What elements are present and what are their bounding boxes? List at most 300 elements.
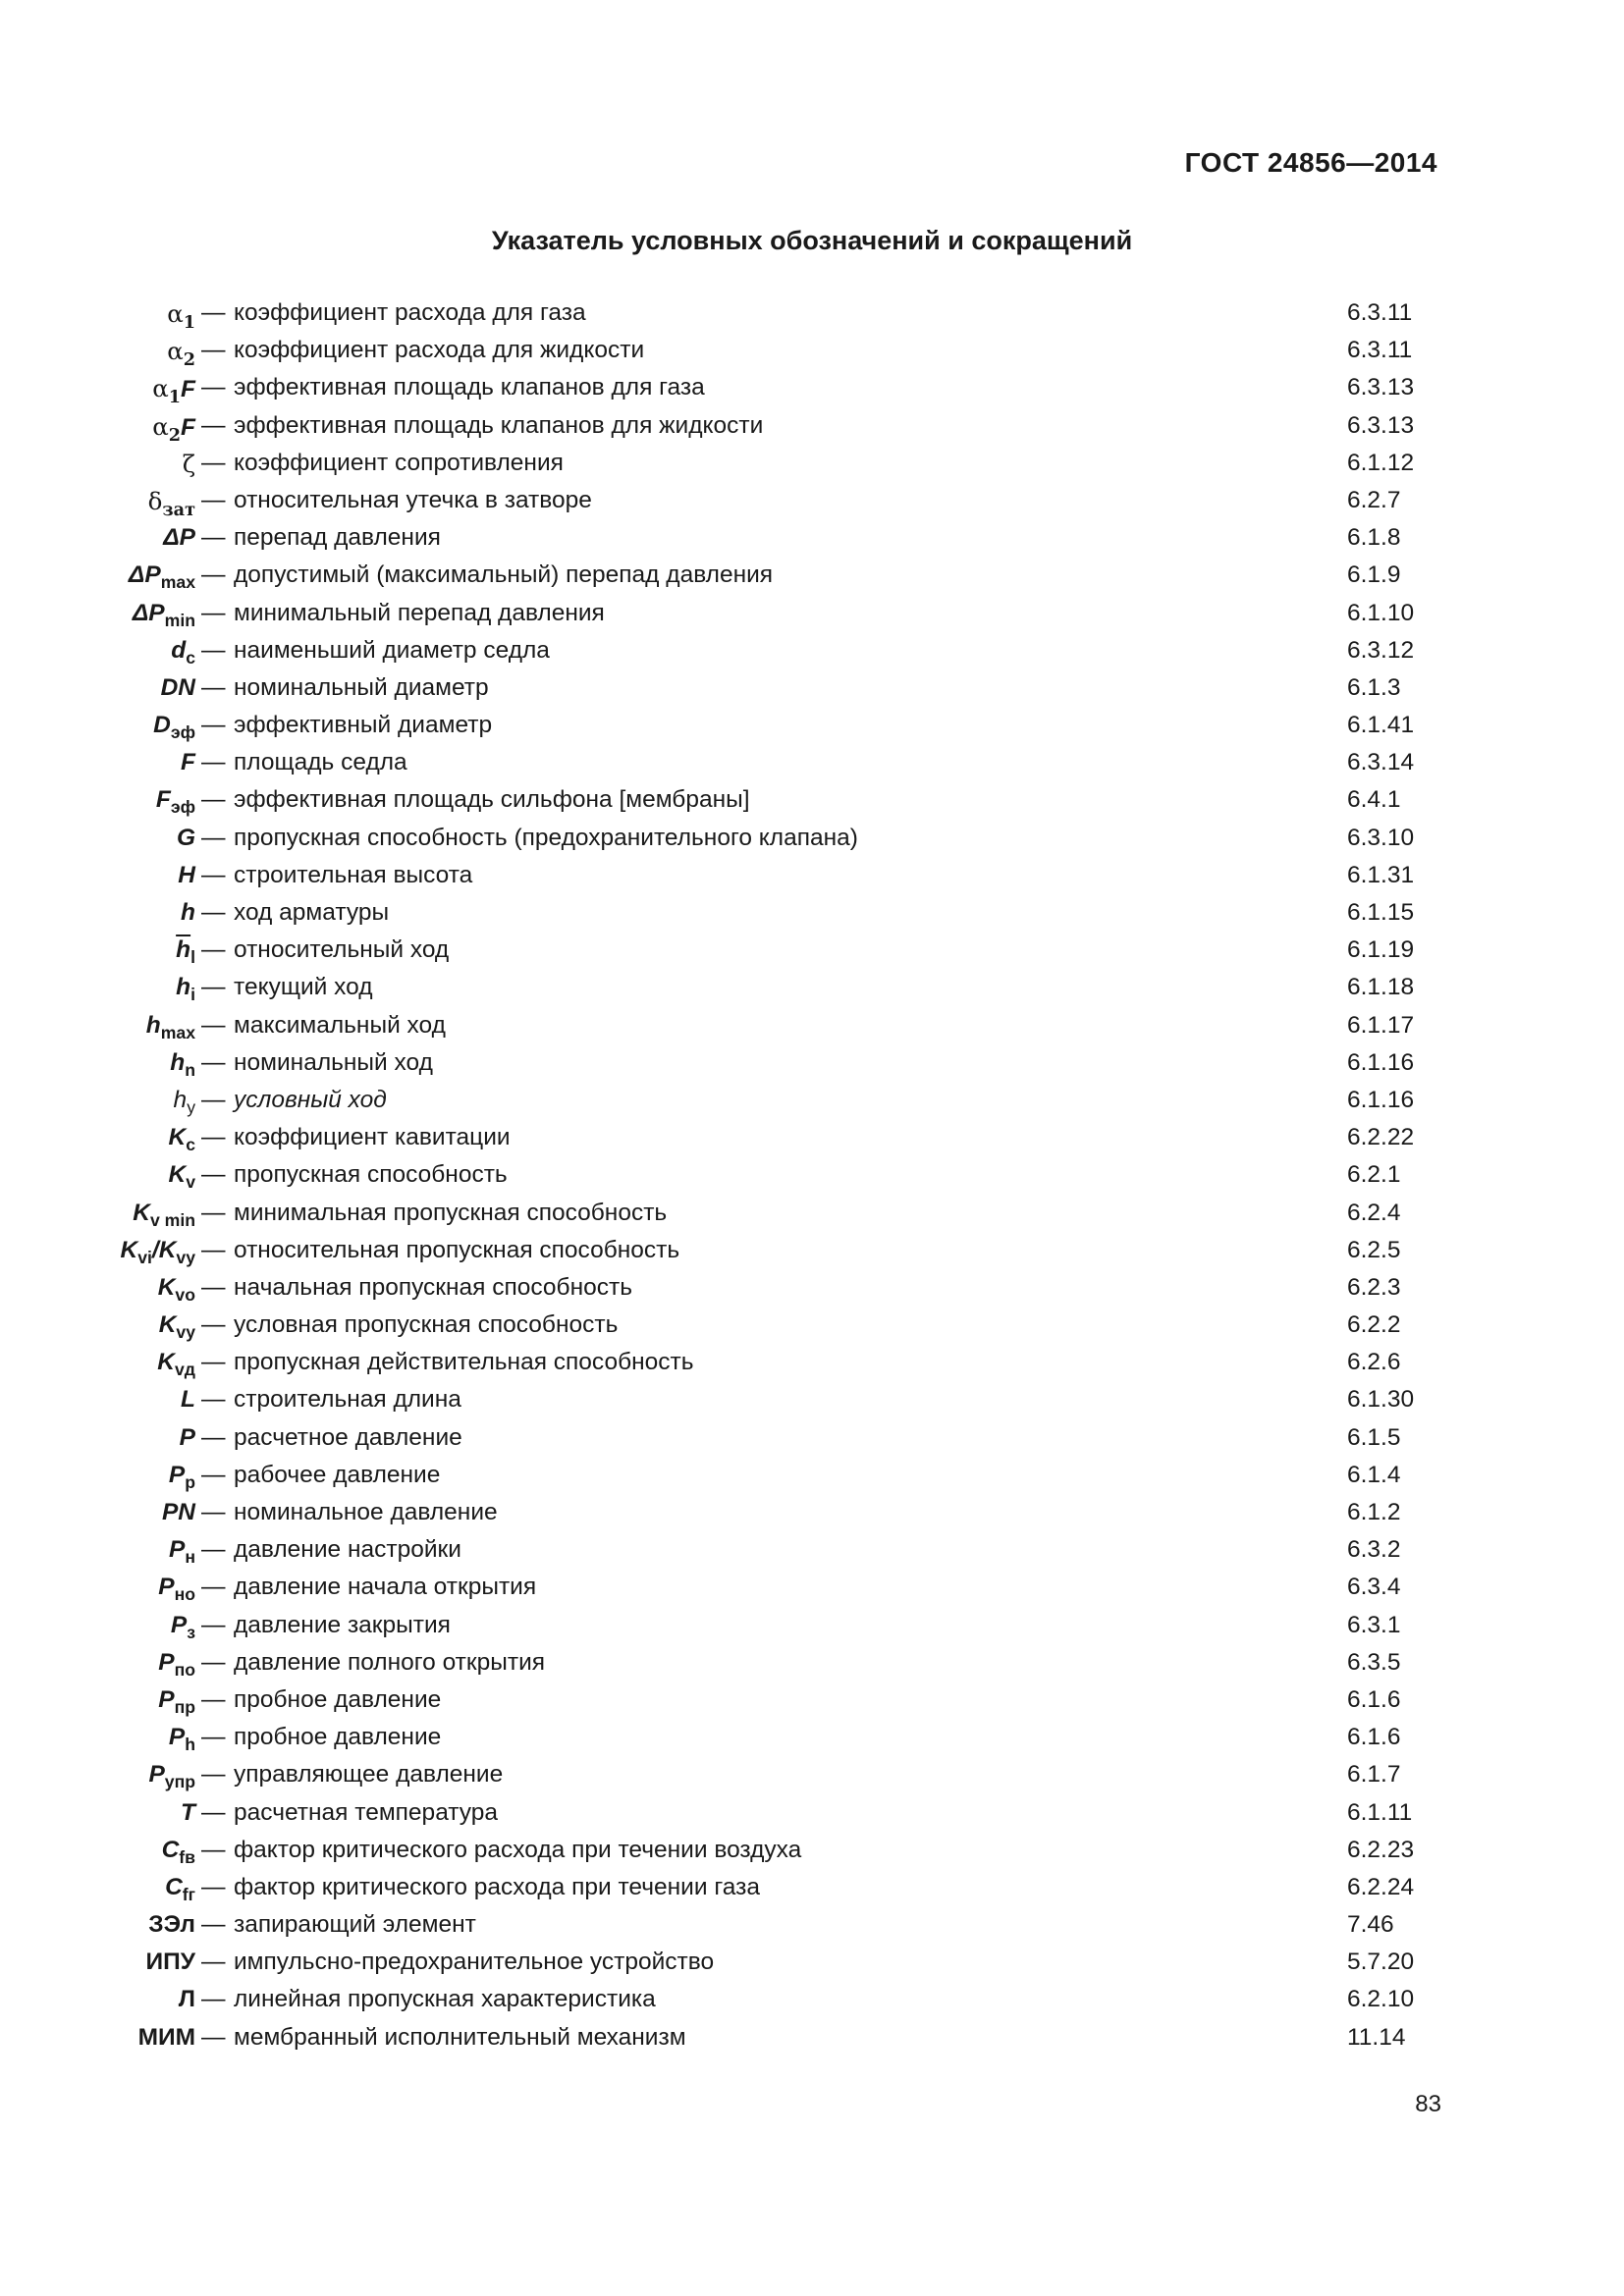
description: пробное давление (234, 1685, 442, 1713)
symbol-subscript: y (187, 1097, 195, 1118)
symbol (171, 1612, 195, 1643)
symbol (146, 1012, 195, 1043)
symbol (133, 600, 195, 631)
symbol-base: DN (160, 673, 195, 701)
index-row (0, 408, 1624, 446)
symbol-base: P (168, 1461, 186, 1488)
symbol-subscript: vy (176, 1322, 195, 1343)
description: номинальное давление (234, 1499, 498, 1525)
description: рабочее давление (234, 1461, 441, 1488)
dash-separator: — (201, 1048, 226, 1076)
index-row (0, 1870, 1624, 1907)
index-row (0, 1833, 1624, 1870)
dash-separator: — (201, 1161, 226, 1189)
section-reference: 6.3.4 (1347, 1574, 1401, 1601)
symbol-base: d (171, 636, 187, 664)
symbol-subscript: h (185, 1735, 195, 1755)
symbol (177, 825, 195, 852)
dash-separator: — (201, 974, 226, 1001)
index-row (0, 858, 1624, 895)
symbol-base: ИПУ (145, 1949, 195, 1976)
symbol-index-list (0, 295, 1624, 2057)
symbol (167, 337, 195, 370)
symbol-base: F (155, 786, 171, 814)
section-reference: 5.7.20 (1347, 1949, 1415, 1976)
section-reference: 6.1.41 (1347, 712, 1415, 739)
symbol-base: P (148, 1761, 165, 1789)
description: начальная пропускная способность (234, 1273, 632, 1301)
description: коэффициент кавитации (234, 1124, 511, 1151)
symbol-subscript: max (160, 1022, 195, 1042)
symbol-subscript: c (186, 1135, 195, 1155)
symbol-subscript: v min (149, 1209, 195, 1230)
symbol-subscript: з (187, 1622, 195, 1642)
dash-separator: — (201, 2023, 226, 2051)
dash-separator: — (201, 936, 226, 964)
symbol-subscript: эф (170, 797, 195, 818)
section-reference: 6.1.19 (1347, 936, 1415, 964)
description: допустимый (максимальный) перепад давления (234, 561, 774, 589)
section-reference: 6.1.4 (1347, 1461, 1401, 1488)
description: наименьший диаметр седла (234, 636, 550, 664)
description: эффективная площадь клапанов для газа (234, 374, 705, 401)
dash-separator: — (201, 636, 226, 664)
symbol-base: $\overline{h}$ (176, 936, 191, 964)
dash-separator: — (201, 1648, 226, 1676)
dash-separator: — (201, 1273, 226, 1301)
index-row (0, 1570, 1624, 1607)
symbol-base: T (181, 1798, 195, 1826)
index-row (0, 970, 1624, 1007)
index-row (0, 558, 1624, 595)
symbol-base: F (181, 749, 195, 776)
index-row (0, 520, 1624, 558)
symbol (169, 1536, 195, 1568)
symbol-base: K (168, 1161, 187, 1189)
symbol-subscript: 1 (183, 312, 195, 334)
index-row (0, 670, 1624, 708)
index-row (0, 1645, 1624, 1682)
document-code: ГОСТ 24856—2014 (1184, 147, 1437, 178)
section-reference: 6.3.13 (1347, 411, 1415, 439)
dash-separator: — (201, 1386, 226, 1414)
dash-separator: — (201, 899, 226, 926)
symbol (167, 299, 195, 333)
symbol-base: P (158, 1685, 175, 1713)
section-reference: 6.2.2 (1347, 1311, 1401, 1339)
dash-separator: — (201, 449, 226, 476)
index-row (0, 745, 1624, 782)
section-reference: 6.1.15 (1347, 899, 1415, 926)
index-row (0, 1608, 1624, 1645)
section-reference: 6.2.23 (1347, 1836, 1415, 1863)
symbol (180, 1424, 195, 1452)
dash-separator: — (201, 1798, 226, 1826)
section-reference: 6.1.3 (1347, 673, 1401, 701)
dash-separator: — (201, 712, 226, 739)
symbol (158, 1686, 195, 1718)
symbol (159, 1311, 195, 1343)
dash-separator: — (201, 1011, 226, 1039)
section-reference: 6.1.7 (1347, 1761, 1401, 1789)
dash-separator: — (201, 1423, 226, 1451)
description: текущий ход (234, 974, 373, 1001)
symbol-base: P (158, 1648, 175, 1676)
symbol (158, 1274, 195, 1306)
symbol-subscript: пр (174, 1697, 195, 1718)
description: перепад давления (234, 524, 441, 552)
symbol-base: K (133, 1199, 150, 1226)
index-row (0, 333, 1624, 370)
symbol-base: ΔP (132, 599, 165, 626)
dash-separator: — (201, 824, 226, 851)
index-row (0, 1382, 1624, 1419)
dash-separator: — (201, 1236, 226, 1263)
symbol-subscript: v (186, 1172, 195, 1193)
symbol-base: PN (161, 1499, 195, 1525)
index-row (0, 1270, 1624, 1308)
symbol (120, 1237, 195, 1268)
section-reference: 6.1.12 (1347, 449, 1415, 476)
index-row (0, 1458, 1624, 1495)
description: минимальная пропускная способность (234, 1199, 668, 1226)
description: условный ход (234, 1086, 387, 1113)
section-reference: 6.3.10 (1347, 824, 1415, 851)
section-reference: 6.3.2 (1347, 1536, 1401, 1564)
symbol-base: P (179, 1423, 195, 1451)
symbol-subscript: по (174, 1659, 195, 1680)
symbol-tail: /K (151, 1236, 177, 1263)
dash-separator: — (201, 1349, 226, 1376)
symbol-subscript: n (185, 1059, 195, 1080)
symbol (171, 637, 195, 668)
symbol (183, 450, 195, 478)
dash-separator: — (201, 1611, 226, 1638)
section-reference: 6.3.11 (1347, 299, 1413, 326)
symbol (157, 1349, 195, 1380)
symbol-subscript: н (185, 1547, 195, 1568)
description: строительная высота (234, 861, 473, 888)
section-reference: 6.2.5 (1347, 1236, 1401, 1263)
symbol (168, 1124, 195, 1155)
description: давление закрытия (234, 1611, 451, 1638)
section-reference: 6.3.1 (1347, 1611, 1401, 1638)
description: запирающий элемент (234, 1911, 476, 1939)
symbol-base: h (173, 1086, 188, 1113)
section-reference: 6.1.17 (1347, 1011, 1415, 1039)
section-reference: 11.14 (1347, 2023, 1406, 2051)
symbol (168, 1161, 195, 1193)
symbol-subscript: vi (137, 1247, 152, 1267)
section-reference: 6.2.4 (1347, 1199, 1401, 1226)
symbol (148, 487, 195, 520)
symbol-subscript: fг (182, 1885, 195, 1905)
description: ход арматуры (234, 899, 390, 926)
symbol (161, 674, 195, 702)
description: фактор критического расхода при течении воздуха (234, 1836, 802, 1863)
symbol-base: C (165, 1873, 183, 1900)
symbol (162, 1499, 195, 1526)
symbol-base: C (161, 1836, 180, 1863)
symbol (170, 1049, 195, 1081)
symbol-base: δ (147, 486, 163, 515)
dash-separator: — (201, 1761, 226, 1789)
symbol (129, 561, 195, 593)
section-reference: 7.46 (1347, 1911, 1394, 1939)
description: относительный ход (234, 936, 450, 964)
description: минимальный перепад давления (234, 599, 605, 626)
symbol-subscript: 2 (168, 424, 182, 446)
index-row (0, 1120, 1624, 1157)
index-row (0, 483, 1624, 520)
symbol (163, 524, 195, 552)
section-reference: 6.1.11 (1347, 1798, 1413, 1826)
symbol-base: P (170, 1611, 188, 1638)
index-row (0, 633, 1624, 670)
section-reference: 6.1.6 (1347, 1685, 1401, 1713)
symbol-base: L (181, 1386, 195, 1414)
index-row (0, 1008, 1624, 1045)
description: условная пропускная способность (234, 1311, 619, 1339)
section-reference: 6.3.14 (1347, 749, 1415, 776)
symbol-subscript: но (174, 1584, 195, 1605)
section-reference: 6.1.5 (1347, 1423, 1401, 1451)
index-row (0, 1157, 1624, 1195)
symbol (152, 374, 195, 407)
index-row (0, 782, 1624, 820)
symbol-subscript: упр (164, 1772, 195, 1792)
symbol (178, 862, 195, 889)
symbol (162, 1837, 195, 1868)
symbol-base: P (158, 1574, 175, 1601)
index-row (0, 1045, 1624, 1083)
symbol-subscript: l (190, 947, 195, 968)
symbol (133, 1200, 195, 1231)
symbol-base: K (157, 1349, 175, 1376)
dash-separator: — (201, 1873, 226, 1900)
symbol-subscript: vo (175, 1285, 195, 1306)
index-row (0, 1532, 1624, 1570)
symbol (176, 974, 195, 1005)
section-reference: 6.2.7 (1347, 486, 1401, 513)
symbol-base: K (157, 1273, 176, 1301)
symbol-base: α (152, 411, 169, 441)
description: фактор критического расхода при течении газа (234, 1873, 760, 1900)
description: эффективный диаметр (234, 712, 493, 739)
symbol (165, 1874, 195, 1905)
dash-separator: — (201, 299, 226, 326)
section-reference: 6.4.1 (1347, 786, 1401, 814)
index-row (0, 1308, 1624, 1345)
description: давление начала открытия (234, 1574, 537, 1601)
dash-separator: — (201, 374, 226, 401)
section-reference: 6.3.13 (1347, 374, 1415, 401)
symbol-tail: F (181, 413, 195, 441)
dash-separator: — (201, 337, 226, 364)
section-reference: 6.1.6 (1347, 1724, 1401, 1751)
dash-separator: — (201, 1911, 226, 1939)
description: управляющее давление (234, 1761, 504, 1789)
symbol-base: α (167, 299, 184, 328)
description: номинальный ход (234, 1048, 433, 1076)
description: пропускная способность (предохранительного клапана) (234, 824, 858, 851)
dash-separator: — (201, 786, 226, 814)
dash-separator: — (201, 1124, 226, 1151)
index-row (0, 1757, 1624, 1794)
index-row (0, 446, 1624, 483)
symbol-base: ΔP (163, 524, 195, 552)
dash-separator: — (201, 1086, 226, 1113)
index-row (0, 1682, 1624, 1720)
symbol-subscript: зат (162, 500, 195, 521)
symbol-base: ЗЭл (148, 1911, 195, 1939)
page-number: 83 (1415, 2091, 1441, 2117)
symbol-subscript: эф (170, 722, 195, 743)
section-reference: 6.1.16 (1347, 1048, 1415, 1076)
dash-separator: — (201, 1199, 226, 1226)
section-reference: 6.1.8 (1347, 524, 1401, 552)
symbol (169, 1462, 195, 1493)
section-reference: 6.2.1 (1347, 1161, 1401, 1189)
symbol (146, 1949, 195, 1976)
symbol-subscript: vд (175, 1360, 195, 1380)
symbol-base: P (168, 1724, 186, 1751)
description: коэффициент сопротивления (234, 449, 564, 476)
section-reference: 6.1.9 (1347, 561, 1401, 589)
symbol (181, 899, 195, 927)
symbol (153, 712, 195, 743)
description: давление настройки (234, 1536, 461, 1564)
section-reference: 6.1.30 (1347, 1386, 1415, 1414)
symbol-tail: F (181, 376, 195, 403)
symbol-base: МИМ (137, 2023, 195, 2051)
dash-separator: — (201, 749, 226, 776)
symbol (181, 1799, 195, 1827)
symbol-base: K (120, 1236, 138, 1263)
symbol-subscript: c (186, 647, 195, 667)
description: расчетная температура (234, 1798, 498, 1826)
symbol (148, 1761, 195, 1792)
index-row (0, 1495, 1624, 1532)
symbol-subscript: i (190, 985, 195, 1005)
index-row (0, 821, 1624, 858)
description: номинальный диаметр (234, 673, 489, 701)
index-row (0, 1945, 1624, 1982)
symbol (138, 2024, 195, 2052)
description: эффективная площадь сильфона [мембраны] (234, 786, 750, 814)
symbol (176, 936, 195, 968)
symbol (181, 749, 195, 776)
symbol-base: h (170, 1048, 186, 1076)
description: коэффициент расхода для жидкости (234, 337, 645, 364)
dash-separator: — (201, 1836, 226, 1863)
dash-separator: — (201, 561, 226, 589)
index-row (0, 708, 1624, 745)
index-row (0, 370, 1624, 407)
symbol (174, 1087, 195, 1118)
description: эффективная площадь клапанов для жидкости (234, 411, 764, 439)
dash-separator: — (201, 861, 226, 888)
description: давление полного открытия (234, 1648, 546, 1676)
dash-separator: — (201, 673, 226, 701)
symbol-base: H (178, 861, 195, 888)
index-row (0, 1196, 1624, 1233)
index-row (0, 1795, 1624, 1833)
symbol (158, 1574, 195, 1605)
index-row (0, 1083, 1624, 1120)
section-reference: 6.1.2 (1347, 1499, 1401, 1525)
page-title: Указатель условных обозначений и сокращений (491, 226, 1133, 255)
symbol-base: α (152, 374, 169, 403)
index-row (0, 295, 1624, 333)
index-row (0, 1982, 1624, 2019)
section-reference: 6.2.24 (1347, 1873, 1415, 1900)
section-reference: 6.2.10 (1347, 1986, 1415, 2013)
dash-separator: — (201, 1461, 226, 1488)
symbol-base: P (169, 1536, 186, 1564)
section-reference: 6.2.3 (1347, 1273, 1401, 1301)
symbol (169, 1724, 195, 1755)
description: пробное давление (234, 1724, 442, 1751)
index-row (0, 596, 1624, 633)
description: относительная утечка в затворе (234, 486, 592, 513)
dash-separator: — (201, 599, 226, 626)
index-row (0, 933, 1624, 970)
index-row (0, 1720, 1624, 1757)
index-row (0, 1907, 1624, 1945)
index-row (0, 1420, 1624, 1458)
symbol-base: G (176, 824, 195, 851)
symbol (181, 1386, 195, 1414)
section-reference: 6.2.22 (1347, 1124, 1415, 1151)
description: импульсно-предохранительное устройство (234, 1949, 715, 1976)
symbol-base: ΔP (128, 561, 161, 589)
description: относительная пропускная способность (234, 1236, 680, 1263)
dash-separator: — (201, 486, 226, 513)
description: строительная длина (234, 1386, 461, 1414)
symbol-subscript: vy (176, 1247, 195, 1267)
dash-separator: — (201, 1536, 226, 1564)
section-reference: 6.3.11 (1347, 337, 1413, 364)
symbol-subscript: 2 (183, 349, 195, 371)
section-reference: 6.1.10 (1347, 599, 1415, 626)
symbol (158, 1649, 195, 1681)
section-reference: 6.1.31 (1347, 861, 1415, 888)
dash-separator: — (201, 524, 226, 552)
description: расчетное давление (234, 1423, 462, 1451)
dash-separator: — (201, 1574, 226, 1601)
symbol-subscript: p (185, 1471, 195, 1492)
section-reference: 6.2.6 (1347, 1349, 1401, 1376)
dash-separator: — (201, 1685, 226, 1713)
section-reference: 6.1.16 (1347, 1086, 1415, 1113)
index-row (0, 895, 1624, 933)
symbol (152, 412, 195, 446)
dash-separator: — (201, 1986, 226, 2013)
description: мембранный исполнительный механизм (234, 2023, 686, 2051)
description: линейная пропускная характеристика (234, 1986, 656, 2013)
description: максимальный ход (234, 1011, 446, 1039)
section-reference: 6.3.12 (1347, 636, 1415, 664)
dash-separator: — (201, 1499, 226, 1525)
symbol-base: Л (178, 1986, 195, 2013)
description: пропускная способность (234, 1161, 508, 1189)
section-reference: 6.3.5 (1347, 1648, 1401, 1676)
symbol (179, 1986, 195, 2013)
symbol-base: K (168, 1124, 187, 1151)
description: коэффициент расхода для газа (234, 299, 586, 326)
dash-separator: — (201, 1724, 226, 1751)
